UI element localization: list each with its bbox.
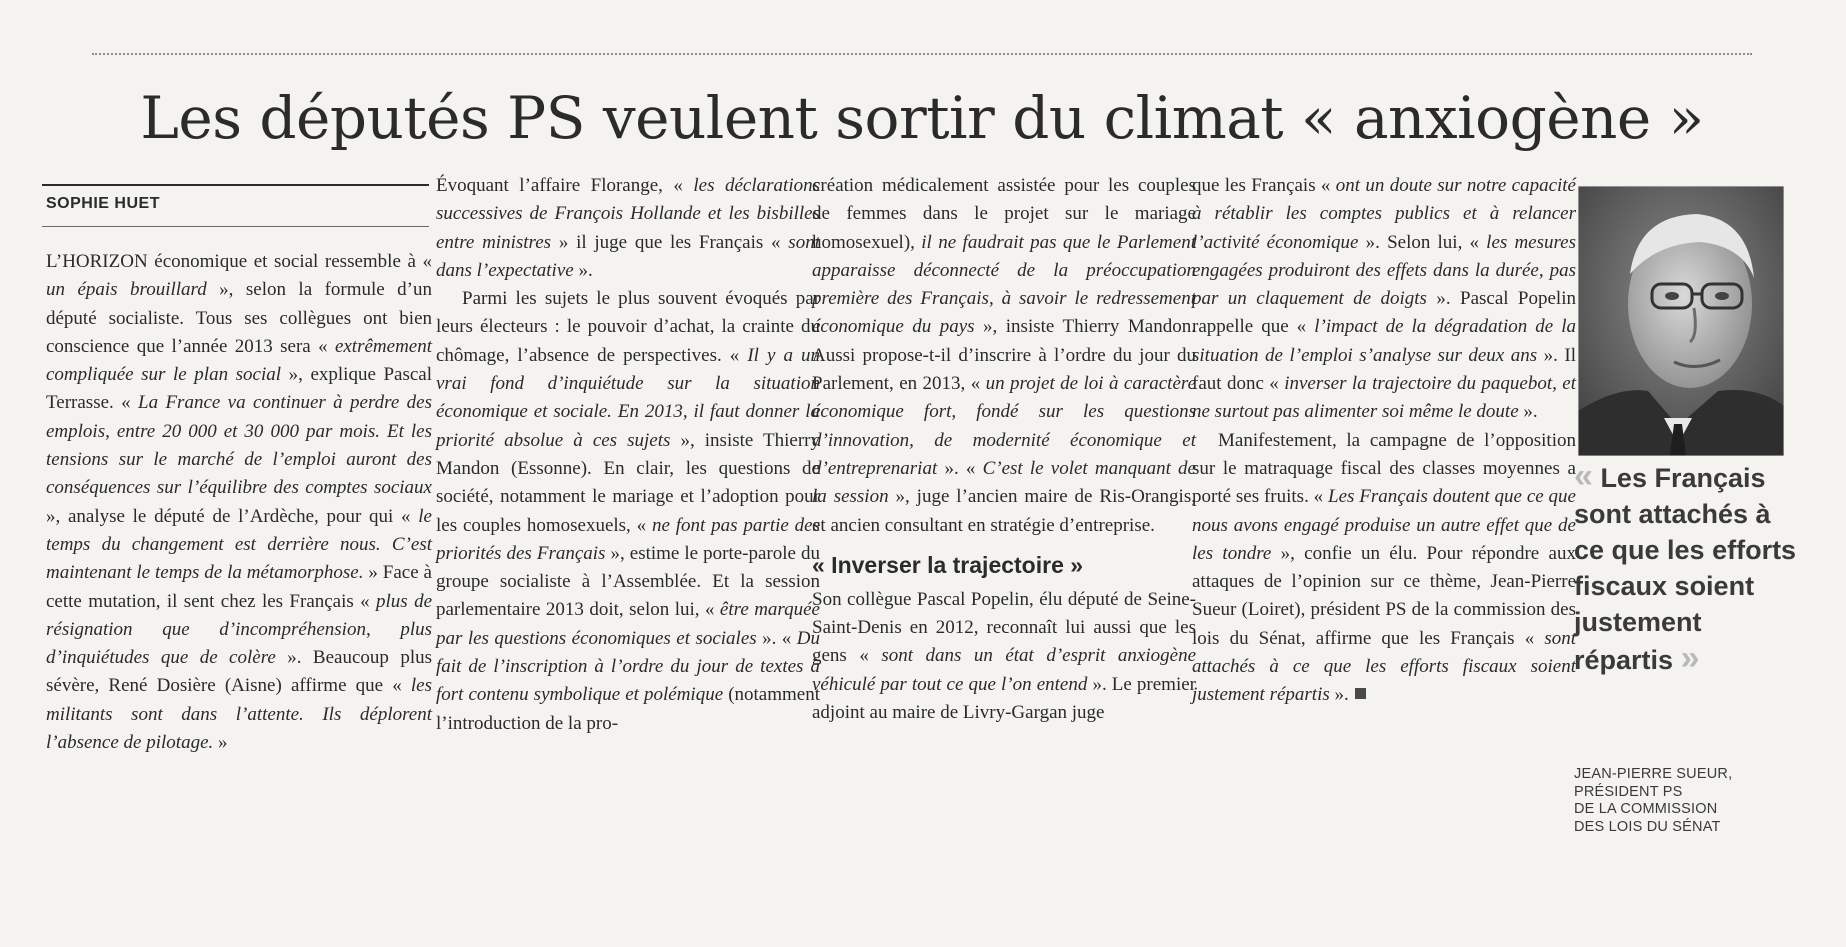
paragraph [1192, 172, 1576, 427]
paragraph [46, 248, 432, 757]
article-byline: SOPHIE HUET [46, 195, 160, 212]
body-text: ». Le premier adjoint au maire de Livry-Gargan juge [812, 673, 1197, 724]
body-text: ». Pascal Popelin rappelle que « [1192, 288, 1576, 338]
article-subheading: « Inverser la trajectoire » [812, 551, 1084, 578]
body-text: ». Beaucoup plus sévère, René Dosière (Aisne) affirme que « [46, 647, 432, 697]
body-text: », insiste Thierry Mandon (Essonne). En clair, les questions de société, notamment le mariage et l’adoption pour les couples homosexuels, « [436, 429, 821, 536]
quoted-text: sont dans un état d’esprit anxiogène véhiculé par tout ce que l’on entend [812, 645, 1196, 695]
quoted-text: l’impact de la dégradation de la situation de l’emploi s’analyse sur deux ans [1192, 316, 1576, 366]
paragraph-text [1192, 430, 1576, 706]
pull-quote-text: Les Français sont attachés à ce que les efforts fiscaux soient justement répartis [1574, 463, 1797, 675]
quoted-text: les militants sont dans l’attente. Ils déplorent l’absence de pilotage. [46, 675, 432, 754]
body-text: », selon la formule d’un député socialiste. Tous ses collègues ont bien conscience que l’année 2013 sera « [46, 279, 432, 357]
pull-quote [1574, 458, 1800, 678]
body-text: ». « [937, 457, 983, 479]
quoted-text: plus de résignation que d’incompréhension, plus d’inquiétudes que de colère [46, 590, 433, 669]
quoted-text: Il y a un vrai fond d’inquiétude sur la situation économique et sociale. En 2013, il faut donner la priorité absolue à ces sujets [436, 344, 820, 451]
body-text: (notamment l’introduction de la pro- [436, 684, 821, 734]
quoted-text: il ne faudrait pas que le Parlement apparaisse déconnecté de la préoccupation première des Français, à savoir le redressement économique du pays [812, 231, 1196, 338]
body-text: création médicalement assistée pour les couples de femmes dans le projet sur le mariage homosexuel), [812, 175, 1196, 253]
body-text: » il juge que les Français « [551, 231, 789, 253]
body-text: L’HORIZON économique et social ressemble à « [46, 251, 432, 272]
body-text: », explique Pascal Terrasse. « [46, 364, 432, 414]
caption-line: DE LA COMMISSION [1574, 801, 1718, 817]
article-column-3 [812, 172, 1196, 727]
paragraph [812, 586, 1196, 727]
body-text: que les Français « [1192, 175, 1336, 196]
quoted-text: le temps du changement est derrière nous. C’est maintenant le temps de la métamorphose. [46, 505, 432, 584]
body-text: ». « [756, 627, 797, 649]
photo-caption [1574, 766, 1800, 836]
body-text: ». Selon lui, « [1358, 231, 1487, 253]
article-column-1 [46, 248, 432, 757]
quoted-text: être marquée par les questions économiques et sociales [436, 599, 820, 649]
quoted-text: C’est le volet manquant de la session [812, 457, 1196, 508]
quoted-text: un épais brouillard [46, 279, 207, 301]
open-quote-mark: « [1574, 457, 1593, 495]
paragraph [436, 172, 820, 285]
quoted-text: La France va continuer à perdre des emplois, entre 20 000 et 30 000 par mois. Et les tensions sur le marché de l’emploi auront des conséquences sur l’équilibre des comptes sociaux [46, 392, 432, 499]
body-text: », confie un élu. Pour répondre aux attaques de l’opinion sur ce thème, Jean-Pierre Sueur (Loiret), président PS de la commission des lois du Sénat, affirme que les Français « [1192, 542, 1576, 649]
body-text: Évoquant l’affaire Florange, « [436, 175, 694, 196]
body-text: Manifestement, la campagne de l’opposition sur le matraquage fiscal des classes moyennes a porté ses fruits. « [1192, 429, 1576, 508]
body-text: ». Il faut donc « [1192, 344, 1576, 395]
quoted-text: les déclarations successives de François Hollande et les bisbilles entre ministres [436, 175, 820, 253]
article-headline: Les députés PS veulent sortir du climat « anxiogène » [140, 84, 1704, 152]
body-text: », insiste Thierry Mandon. Aussi propose-t-il d’inscrire à l’ordre du jour du Parlement, en 2013, « [812, 316, 1196, 395]
byline-top-rule [42, 184, 429, 186]
caption-line: PRÉSIDENT PS [1574, 783, 1683, 800]
quoted-text: un projet de loi à caractère économique fort, fondé sur les questions d’innovation, de modernité économique et d’entreprenariat [812, 373, 1196, 479]
caption-line: DES LOIS DU SÉNAT [1574, 818, 1721, 835]
article-column-4 [1192, 172, 1576, 710]
quoted-text: ont un doute sur notre capacité à rétablir les comptes publics et à relancer l’activité économique [1192, 175, 1576, 253]
body-text: ». [1518, 401, 1538, 423]
article-column-2 [436, 172, 820, 738]
quoted-text: ne font pas partie des priorités des Français [436, 514, 820, 564]
body-text: », analyse le député de l’Ardèche, pour qui « [46, 505, 419, 527]
paragraph [812, 172, 1196, 540]
paragraph [436, 285, 820, 738]
quoted-text: Du fait de l’inscription à l’ordre du jour de textes à fort contenu symbolique et polémique [436, 627, 820, 706]
quoted-text: extrêmement compliquée sur le plan social [46, 335, 432, 386]
body-text: Son collègue Pascal Popelin, élu député de Seine-Saint-Denis en 2012, reconnaît lui aussi que les gens « [812, 588, 1196, 667]
body-text: », estime le porte-parole du groupe socialiste à l’Assemblée. Et la session parlementaire 2013 doit, selon lui, « [436, 542, 820, 621]
body-text: Parmi les sujets le plus souvent évoqués par leurs électeurs : le pouvoir d’achat, la crainte du chômage, l’absence de perspectives. « [436, 288, 820, 366]
quoted-text: sont dans l’expectative [436, 231, 820, 281]
body-text: » Face à cette mutation, il sent chez les Français « [46, 562, 432, 612]
body-text: ». [573, 259, 593, 281]
quoted-text: inverser la trajectoire du paquebot, et ne surtout pas alimenter soi même le doute [1192, 373, 1576, 423]
body-text: », juge l’ancien maire de Ris-Orangis, et ancien consultant en stratégie d’entreprise. [812, 486, 1196, 536]
portrait-photo [1578, 186, 1784, 456]
quoted-text: les mesures engagées produiront des effets dans la durée, pas par un claquement de doigts [1192, 231, 1577, 310]
body-text: » [213, 732, 228, 754]
body-text: ». [1329, 684, 1349, 706]
byline-bottom-rule [42, 226, 429, 227]
close-quote-mark: » [1680, 639, 1700, 677]
paragraph-final [1192, 427, 1576, 710]
quoted-text: sont attachés à ce que les efforts fiscaux soient justement répartis [1192, 627, 1576, 706]
end-square-icon [1355, 688, 1366, 699]
quoted-text: Les Français doutent que ce que nous avons engagé produise un autre effet que de les tondre [1192, 486, 1576, 564]
top-dotted-rule [92, 53, 1752, 55]
caption-line: JEAN-PIERRE SUEUR, [1574, 766, 1733, 782]
